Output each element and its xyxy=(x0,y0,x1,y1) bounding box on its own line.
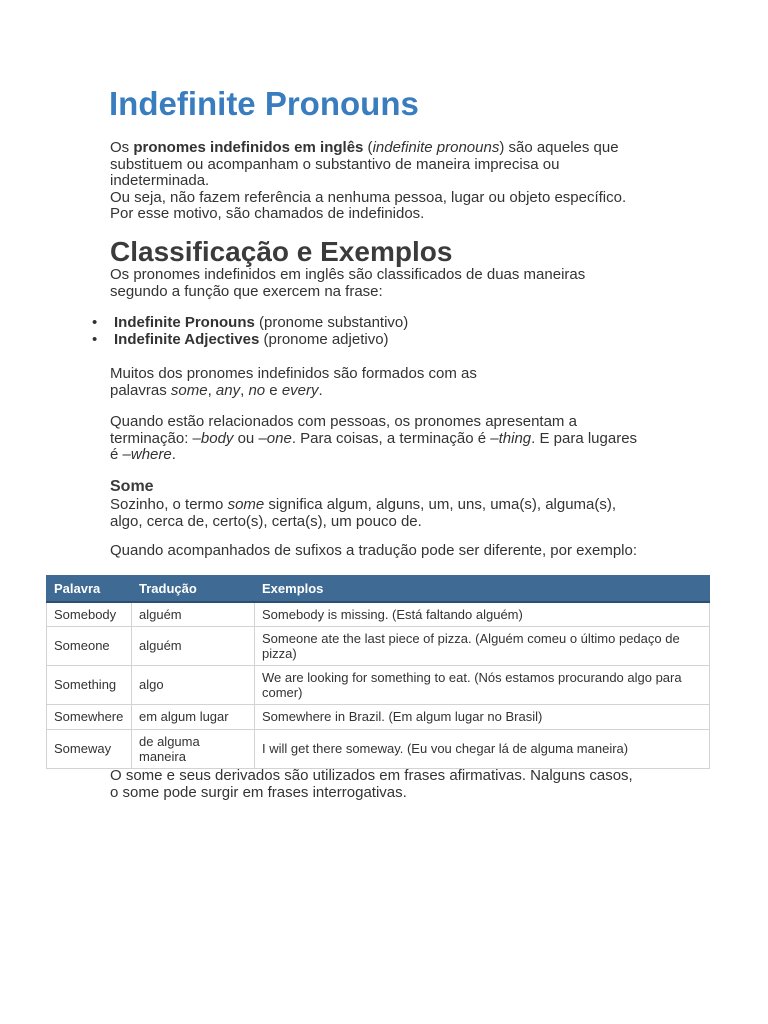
table-row xyxy=(47,665,710,704)
column-header-translation: Tradução xyxy=(132,576,255,603)
table-row xyxy=(47,626,710,665)
intro-line-1: Os pronomes indefinidos em inglês (indefinite pronouns) são aqueles que xyxy=(110,139,619,156)
list-item: • Indefinite Adjectives (pronome adjetivo) xyxy=(92,331,389,348)
cell-example: Somebody is missing. (Está faltando alguém) xyxy=(255,602,710,626)
cell-example: I will get there someway. (Eu vou chegar lá de alguma maneira) xyxy=(255,729,710,768)
cell-word: Somebody xyxy=(47,602,132,626)
cell-translation: algo xyxy=(132,665,255,704)
intro-line-3: indeterminada. xyxy=(110,172,210,189)
classification-paragraph: Os pronomes indefinidos em inglês são classificados de duas maneiras segundo a função que exercem na frase: xyxy=(110,266,586,300)
page-title: Indefinite Pronouns xyxy=(109,85,419,122)
intro-line-5: Por esse motivo, são chamados de indefinidos. xyxy=(110,205,425,222)
cell-word: Someone xyxy=(47,626,132,665)
bullet-icon: • xyxy=(92,331,98,348)
closing-paragraph: O some e seus derivados são utilizados em frases afirmativas. Nalguns casos, o some pode surgir em frases interrogativas. xyxy=(110,767,633,801)
intro-paragraph xyxy=(110,140,710,223)
cell-translation: alguém xyxy=(132,626,255,665)
cell-word: Something xyxy=(47,665,132,704)
section-title: Classificação e Exemplos xyxy=(110,236,453,267)
formation-paragraph: Muitos dos pronomes indefinidos são formados com as palavras some, any, no e every. xyxy=(110,365,477,399)
cell-example: We are looking for something to eat. (Nós estamos procurando algo para comer) xyxy=(255,665,710,704)
column-header-examples: Exemplos xyxy=(255,576,710,603)
intro-line-2: substituem ou acompanham o substantivo de maneira imprecisa ou xyxy=(110,155,560,173)
cell-translation: em algum lugar xyxy=(132,704,255,729)
intro-line-4: Ou seja, não fazem referência a nenhuma pessoa, lugar ou objeto específico. xyxy=(110,188,627,206)
cell-word: Somewhere xyxy=(47,704,132,729)
some-definition: Sozinho, o termo some significa algum, alguns, um, uns, uma(s), alguma(s), algo, cerca de, certo(s), certa(s), um pouco de. xyxy=(110,496,617,530)
list-item: • Indefinite Pronouns (pronome substantivo) xyxy=(92,314,409,331)
column-header-word: Palavra xyxy=(47,576,132,603)
cell-word: Someway xyxy=(47,729,132,768)
bullet-icon: • xyxy=(92,314,98,331)
table-row xyxy=(47,602,710,626)
table-header-row xyxy=(47,576,710,603)
some-heading: Some xyxy=(110,478,154,495)
suffix-intro: Quando acompanhados de sufixos a tradução pode ser diferente, por exemplo: xyxy=(110,542,638,559)
classification-list xyxy=(92,314,408,348)
pronoun-table xyxy=(46,575,710,769)
table-row xyxy=(47,729,710,768)
cell-translation: de alguma maneira xyxy=(132,729,255,768)
table-row xyxy=(47,704,710,729)
cell-example: Someone ate the last piece of pizza. (Alguém comeu o último pedaço de pizza) xyxy=(255,626,710,665)
cell-translation: alguém xyxy=(132,602,255,626)
cell-example: Somewhere in Brazil. (Em algum lugar no Brasil) xyxy=(255,704,710,729)
termination-paragraph: Quando estão relacionados com pessoas, os pronomes apresentam a terminação: –body ou –one. Para coisas, a terminação é –thing. E para lugares é –where. xyxy=(110,413,638,463)
